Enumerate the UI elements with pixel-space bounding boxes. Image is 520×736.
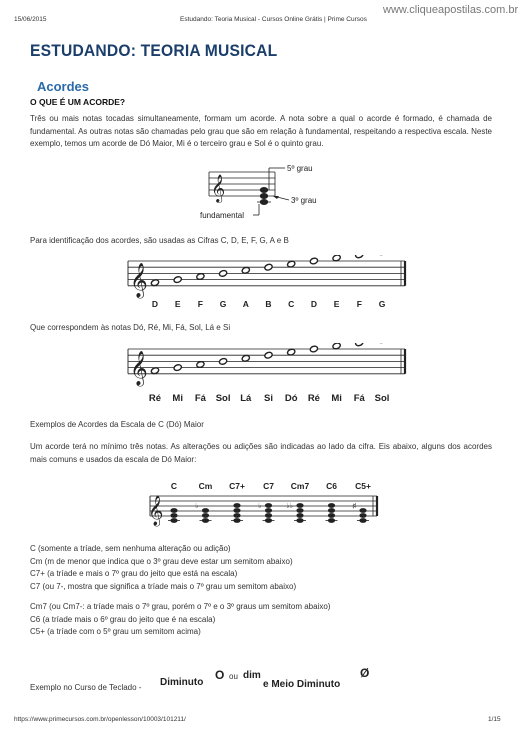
accidental-icon: ♭ <box>195 503 199 510</box>
note-head <box>219 270 228 278</box>
treble-clef-icon: 𝄞 <box>130 263 148 297</box>
watermark: www.cliqueapostilas.com.br <box>383 4 519 16</box>
note-label: Si <box>264 393 273 404</box>
note-label: D <box>151 299 159 309</box>
note-label: B <box>265 299 272 309</box>
note-head <box>241 266 250 274</box>
chord-label: C7+ <box>229 481 245 491</box>
print-page-title: Estudando: Teoria Musical - Cursos Online Grátis | Prime Cursos <box>180 16 367 23</box>
chords-paragraph: Um acorde terá no mínimo três notas. As alterações ou adições são indicadas ao lado da cifra. Eis abaixo, alguns dos acordes mais comuns e usados da escala de Dó Maior: <box>30 442 492 464</box>
chord-label: C6 <box>326 481 337 491</box>
note-head <box>202 508 209 513</box>
scale-staff-letters <box>125 255 410 317</box>
note-head <box>359 513 366 518</box>
treble-clef-icon: 𝄞 <box>211 175 226 202</box>
note-head <box>151 367 160 375</box>
list-item: C6 (a tríade mais o 6º grau do jeito que é na escala) <box>30 614 216 624</box>
note-head <box>170 508 177 513</box>
note-head <box>378 255 387 256</box>
note-head <box>355 343 364 347</box>
note-head <box>287 348 296 356</box>
chord-label: Cm <box>198 481 213 491</box>
list-item: C5+ (a tríade com o 5º grau um semitom acima) <box>30 627 201 637</box>
footer-page: 1/15 <box>488 716 501 723</box>
print-date: 15/06/2015 <box>14 16 47 23</box>
note-label: A <box>242 299 249 309</box>
chord-list-1 <box>30 544 296 595</box>
chord-list-2 <box>30 602 330 640</box>
note-head <box>202 513 209 518</box>
chord-label: C7 <box>263 481 274 491</box>
note-label: E <box>333 299 340 309</box>
note-label: Dó <box>284 393 298 404</box>
note-head <box>328 503 335 508</box>
chord-label: Cm7 <box>290 481 310 491</box>
note-head <box>233 503 240 508</box>
example-prefix: Exemplo no Curso de Teclado - <box>30 683 142 692</box>
note-label: G <box>378 299 386 309</box>
chord-examples-staff <box>145 480 385 530</box>
note-head <box>296 503 303 508</box>
meio-diminuto-label: e Meio Diminuto <box>263 679 341 690</box>
note-head <box>173 364 182 372</box>
note-head <box>170 513 177 518</box>
root-label: fundamental <box>200 211 245 220</box>
exemplos-text: Exemplos de Acordes da Escala de C (Dó) Maior <box>30 420 204 429</box>
treble-clef-icon: 𝄞 <box>130 351 148 385</box>
chord-label: C5+ <box>355 481 371 491</box>
note-head <box>328 508 335 513</box>
third-degree-label: 3º grau <box>291 196 317 205</box>
note-label: F <box>356 299 362 309</box>
accidental-icon: ♯ <box>352 503 356 510</box>
list-item: Cm7 (ou Cm7-: a tríade mais o 7º grau, porém o 7º e o 3º graus um semitom abaixo) <box>30 602 331 611</box>
note-head <box>355 255 364 259</box>
note-head <box>296 513 303 518</box>
half-dim-symbol: Ø <box>360 666 370 680</box>
note-label: F <box>197 299 204 309</box>
note-head <box>287 260 296 268</box>
note-head <box>241 354 250 362</box>
note-head <box>151 279 160 287</box>
note-label: Fá <box>353 393 365 404</box>
note-head <box>233 508 240 513</box>
cifras-text: Para identificação dos acordes, são usadas as Cifras C, D, E, F, G, A e B <box>30 236 289 245</box>
accidental-icon: ♭♭ <box>286 503 293 510</box>
note-label: Lá <box>240 393 252 404</box>
intro-paragraph: Três ou mais notas tocadas simultaneamente, formam um acorde. A nota sobre a qual o acorde é formado, é chamada de fundamental. As outras notas são chamadas pelo grau que são em relação à fundamental, respeitando a respectiva escala. Neste exemplo, temos um acorde de Dó Maior, Mi é o terceiro grau e Sol é o quinto grau. <box>30 114 492 149</box>
scale-staff-names <box>125 343 410 407</box>
fifth-degree-label: 5º grau <box>287 164 313 173</box>
note-head <box>219 358 228 366</box>
chord-label: C <box>170 481 178 491</box>
note-head <box>265 503 272 508</box>
accidental-icon: ♭ <box>258 503 262 510</box>
note-head <box>233 513 240 518</box>
note-head <box>264 263 273 271</box>
page-title: ESTUDANDO: TEORIA MUSICAL <box>30 41 278 60</box>
note-head <box>378 343 387 344</box>
note-head <box>328 513 335 518</box>
notas-text: Que correspondem às notas Dó, Ré, Mi, Fá, Sol, Lá e Si <box>30 323 231 332</box>
ou-text: ou <box>229 672 238 681</box>
diminuto-label: Diminuto <box>160 677 204 688</box>
note-head <box>196 361 205 369</box>
note-head <box>296 508 303 513</box>
note-label: Ré <box>307 393 320 404</box>
footer-url: https://www.primecursos.com.br/openlesson/10003/101211/ <box>14 716 186 723</box>
note-label: Fá <box>194 393 206 404</box>
chord-diagram <box>195 160 345 224</box>
note-head <box>309 345 318 353</box>
note-head <box>264 351 273 359</box>
list-item: Cm (m de menor que indica que o 3º grau deve estar um semitom abaixo) <box>30 556 293 566</box>
note-label: G <box>219 299 227 309</box>
note-label: E <box>174 299 181 309</box>
note-head <box>309 257 318 265</box>
note-head <box>173 276 182 284</box>
note-label: Mi <box>172 393 183 404</box>
note-head <box>265 508 272 513</box>
note-label: C <box>288 299 295 309</box>
note-label: Sol <box>215 393 231 404</box>
note-head <box>265 513 272 518</box>
list-item: C7 (ou 7-, mostra que significa a tríade mais o 7º grau um semitom abaixo) <box>30 582 297 592</box>
note-label: Mi <box>331 393 342 404</box>
dim-text: dim <box>243 670 261 681</box>
dim-symbol-o: O <box>215 668 225 682</box>
list-item: C (somente a tríade, sem nenhuma alteração ou adição) <box>30 544 231 553</box>
note-label: Ré <box>148 393 162 404</box>
section-heading: Acordes <box>37 79 90 94</box>
note-label: Sol <box>374 393 390 404</box>
note-label: D <box>310 299 317 309</box>
subheading: O QUE É UM ACORDE? <box>30 97 126 107</box>
note-head <box>196 273 205 281</box>
note-head <box>359 508 366 513</box>
list-item: C7+ (a tríade e mais o 7º grau do jeito que está na escala) <box>30 569 238 579</box>
treble-clef-icon: 𝄞 <box>148 495 164 525</box>
